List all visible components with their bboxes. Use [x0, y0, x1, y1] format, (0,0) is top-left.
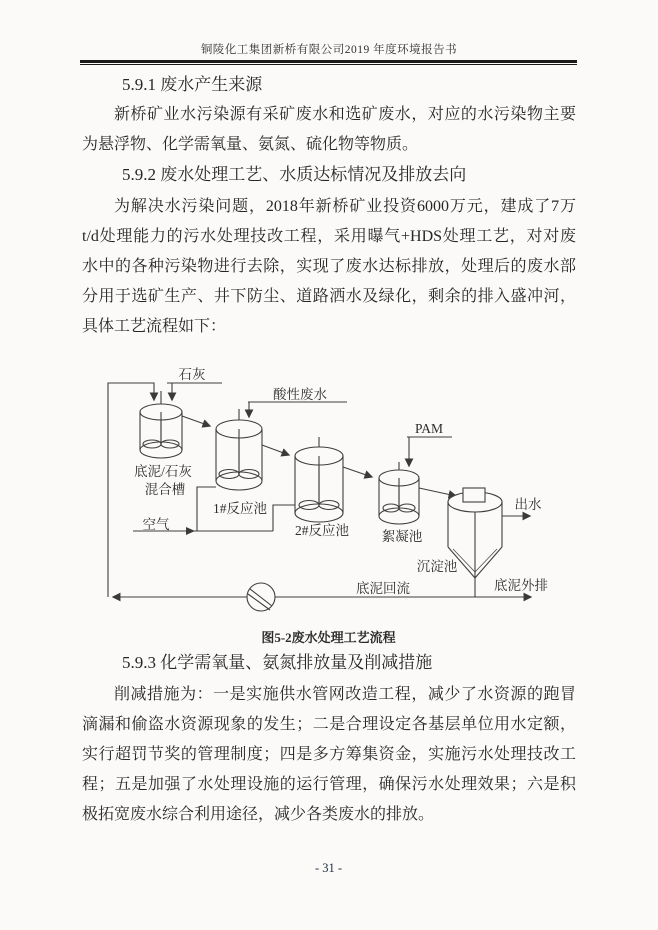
paragraph-5-9-3 — [82, 680, 576, 830]
mixing-tank — [140, 391, 182, 458]
process-flow-diagram — [80, 355, 560, 627]
paragraph-5-9-1 — [82, 100, 576, 160]
flocculation-tank-label: 絮凝池 — [381, 529, 423, 544]
section-heading-5-9-1: 5.9.1 废水产生来源 — [122, 75, 263, 94]
text-line: 具体工艺流程如下： — [82, 318, 227, 335]
text-line: 为悬浮物、化学需氧量、氨氮、硫化物等物质。 — [82, 136, 419, 153]
text-line: 分用于选矿生产、井下防尘、道路洒水及绿化，剩余的排入盛冲河， — [82, 288, 576, 305]
text-line: 极拓宽废水综合利用途径，减少各类废水的排放。 — [82, 806, 435, 823]
pam-label: PAM — [414, 421, 444, 436]
reaction-tank-2 — [295, 437, 343, 522]
lime-feed-line — [167, 383, 222, 400]
paragraph-5-9-2 — [82, 192, 576, 342]
figure-caption: 图5-2废水处理工艺流程 — [261, 630, 396, 645]
text-line: 削减措施为：一是实施供水管网改造工程，减少了水资源的跑冒 — [114, 686, 576, 703]
flocculation-tank — [379, 462, 419, 524]
air-label: 空气 — [142, 517, 170, 532]
sludge-discharge-label: 底泥外排 — [494, 578, 548, 593]
reaction-tank-1-label: 1#反应池 — [213, 501, 267, 516]
header-rule — [80, 60, 577, 65]
outlet-water-label: 出水 — [514, 497, 542, 512]
lime-label: 石灰 — [178, 367, 206, 382]
text-line: 实行超罚节奖的管理制度；四是多方筹集资金，实施污水处理技改工 — [82, 746, 576, 763]
reaction-tank-2-label: 2#反应池 — [295, 523, 349, 538]
text-line: 水中的各种污染物进行去除，实现了废水达标排放，处理后的废水部 — [82, 258, 576, 275]
acid-wastewater-feed-line — [248, 402, 347, 417]
text-line: 程；五是加强了水处理设施的运行管理，确保污水处理效果；六是积 — [82, 776, 576, 793]
acid-wastewater-label: 酸性废水 — [273, 387, 327, 402]
reaction-tank-1 — [216, 409, 262, 490]
sedimentation-tank-label: 沉淀池 — [416, 559, 458, 574]
pam-feed-line — [407, 437, 452, 466]
section-heading-5-9-3: 5.9.3 化学需氧量、氨氮排放量及削减措施 — [122, 653, 433, 672]
recycle-pump-icon — [247, 583, 275, 611]
page-number: - 31 - — [314, 861, 343, 875]
sludge-return-label: 底泥回流 — [356, 581, 410, 596]
page-header-title: 铜陵化工集团新桥有限公司2019 年度环境报告书 — [200, 44, 458, 56]
text-line: 新桥矿业水污染源有采矿废水和选矿废水，对应的水污染物主要 — [114, 106, 576, 123]
text-line: 滴漏和偷盗水资源现象的发生；二是合理设定各基层单位用水定额， — [82, 716, 576, 733]
mixing-tank-label-line1: 底泥/石灰 — [134, 464, 192, 479]
text-line: t/d处理能力的污水处理技改工程，采用曝气+HDS处理工艺，对对废 — [82, 228, 576, 245]
mixing-tank-label-line2: 混合槽 — [144, 482, 186, 497]
section-heading-5-9-2: 5.9.2 废水处理工艺、水质达标情况及排放去向 — [122, 165, 467, 184]
text-line: 为解决水污染问题，2018年新桥矿业投资6000万元，建成了7万 — [114, 198, 576, 215]
